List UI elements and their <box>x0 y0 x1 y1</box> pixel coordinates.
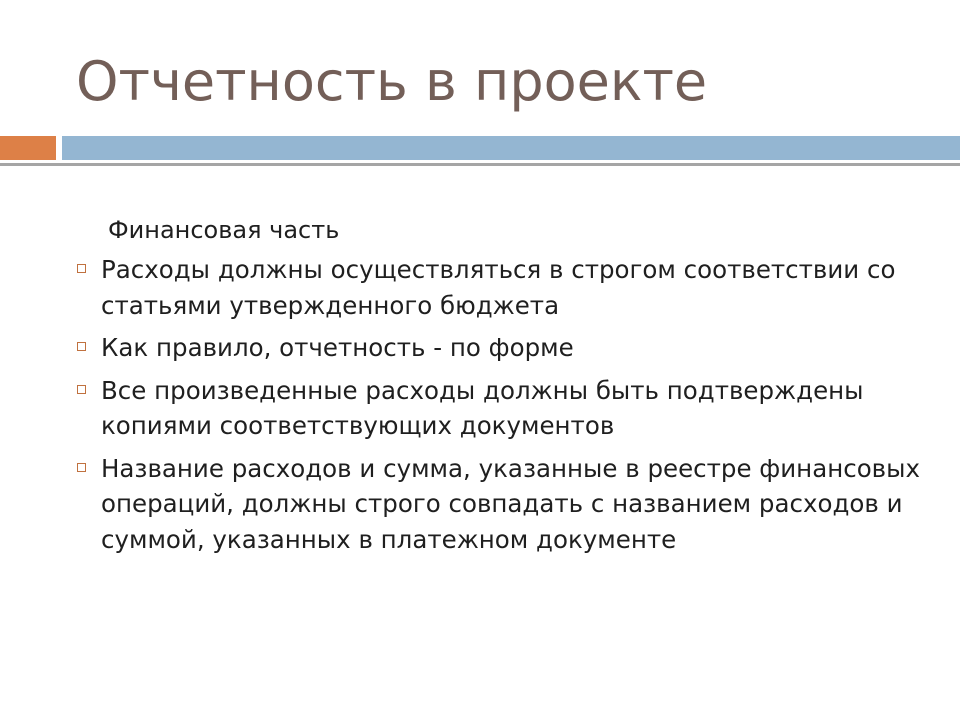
square-bullet-icon <box>77 385 86 394</box>
slide-content <box>76 212 936 564</box>
square-bullet-icon <box>77 264 86 273</box>
accent-bar-blue <box>62 136 960 160</box>
list-item <box>76 373 936 444</box>
list-item <box>76 451 936 558</box>
square-bullet-icon <box>77 463 86 472</box>
square-bullet-icon <box>77 342 86 351</box>
accent-bar-orange <box>0 136 56 160</box>
list-item <box>76 252 936 323</box>
list-item <box>76 330 936 366</box>
bullet-list <box>76 252 936 557</box>
bullet-text: Расходы должны осуществляться в строгом соответствии со статьями утвержденного бюджета <box>101 255 896 320</box>
divider-rule <box>0 163 960 166</box>
subheading: Финансовая часть <box>108 216 340 244</box>
bullet-text: Как правило, отчетность - по форме <box>101 333 574 362</box>
bullet-text: Все произведенные расходы должны быть подтверждены копиями соответствующих документов <box>101 375 864 440</box>
slide-title: Отчетность в проекте <box>76 50 708 113</box>
bullet-text: Название расходов и сумма, указанные в реестре финансовых операций, должны строго совпадать с названием расходов и суммой, указанных в платежном документе <box>101 453 920 554</box>
